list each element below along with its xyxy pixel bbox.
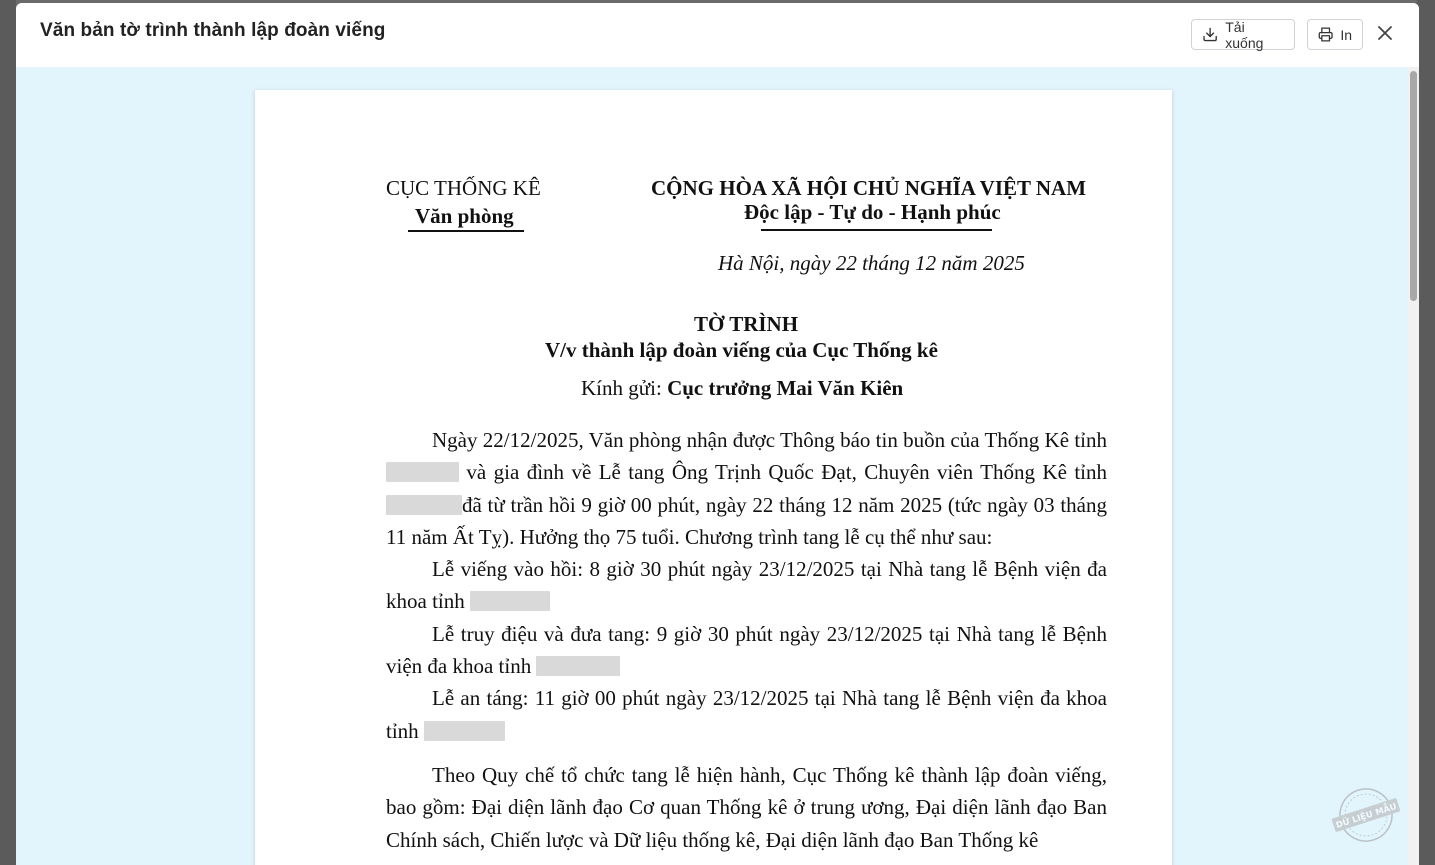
paragraph-text: đã từ trần hồi 9 giờ 00 phút, ngày 22 tháng 12 năm 2025 (tức ngày 03 tháng 11 năm Ất Tỵ). Hưởng thọ 75 tuổi. Chương trình tang lễ cụ thể như sau: (386, 492, 1107, 549)
nation-header: CỘNG HÒA XÃ HỘI CHỦ NGHĨA VIỆT NAM (651, 176, 1087, 200)
print-button[interactable] (1307, 19, 1363, 50)
stamp-text: DỮ LIỆU MẪU (1334, 801, 1399, 831)
paragraph-text: Ngày 22/12/2025, Văn phòng nhận được Thông báo tin buồn của Thống Kê tỉnh (432, 428, 1107, 452)
document-title: TỜ TRÌNH (694, 312, 799, 336)
backdrop-left (0, 0, 16, 865)
modal-title: Văn bản tờ trình thành lập đoàn viếng (40, 20, 386, 41)
document-body (386, 424, 1107, 747)
body-paragraph (386, 618, 1107, 683)
national-motto: Độc lập - Tự do - Hạnh phúc (744, 200, 1001, 224)
document-page (255, 90, 1172, 865)
download-label: Tải xuống (1225, 18, 1264, 51)
recipient-prefix: Kính gửi: (581, 376, 662, 400)
sample-data-stamp (1330, 785, 1402, 845)
backdrop-right (1417, 0, 1435, 865)
document-modal (16, 3, 1419, 865)
redacted-text (424, 721, 505, 741)
document-subject: V/v thành lập đoàn viếng của Cục Thống kê (545, 338, 938, 362)
paragraph-text: Lễ an táng: 11 giờ 00 phút ngày 23/12/2025 tại Nhà tang lễ Bệnh viện đa khoa tỉnh (386, 686, 1107, 743)
org-name: CỤC THỐNG KÊ (386, 176, 541, 200)
close-icon (1377, 25, 1393, 41)
motto-underline (761, 229, 992, 231)
print-label: In (1340, 26, 1352, 43)
close-button[interactable] (1374, 22, 1396, 44)
redacted-text (386, 495, 462, 515)
body-paragraph (386, 553, 1107, 618)
printer-icon (1318, 26, 1333, 43)
paragraph-text: và gia đình về Lễ tang Ông Trịnh Quốc Đạt, Chuyên viên Thống Kê tỉnh (466, 460, 1107, 485)
download-icon (1202, 26, 1218, 43)
dateline: Hà Nội, ngày 22 tháng 12 năm 2025 (718, 251, 1025, 275)
body-paragraph (386, 424, 1107, 553)
recipient-name: Cục trưởng Mai Văn Kiên (667, 376, 904, 400)
body-paragraph: Theo Quy chế tổ chức tang lễ hiện hành, Cục Thống kê thành lập đoàn viếng, bao gồm: Đại diện lãnh đạo Cơ quan Thống kê ở trung ương, Đại diện lãnh đạo Ban Chính sách, Chiến lược và Dữ liệu thống kê, Đại diện lãnh đạo Ban Thống kê (386, 763, 1107, 852)
body-paragraph (386, 682, 1107, 747)
org-department: Văn phòng (415, 204, 514, 228)
document-viewer[interactable] (16, 67, 1419, 865)
redacted-text (470, 591, 550, 611)
document-body-continued (386, 759, 1107, 856)
download-button[interactable] (1191, 19, 1295, 50)
redacted-text (386, 462, 459, 482)
recipient-line (581, 376, 903, 401)
paragraph-text: Lễ truy điệu và đưa tang: 9 giờ 30 phút ngày 23/12/2025 tại Nhà tang lễ Bệnh viện đa khoa tỉnh (386, 621, 1107, 679)
org-underline (408, 230, 524, 232)
paragraph-text: Lễ viếng vào hồi: 8 giờ 30 phút ngày 23/12/2025 tại Nhà tang lễ Bệnh viện đa khoa tỉnh (386, 557, 1107, 614)
viewer-scrollbar[interactable] (1408, 67, 1419, 865)
modal-header (16, 3, 1419, 67)
scroll-thumb[interactable] (1410, 71, 1417, 301)
redacted-text (536, 656, 620, 676)
